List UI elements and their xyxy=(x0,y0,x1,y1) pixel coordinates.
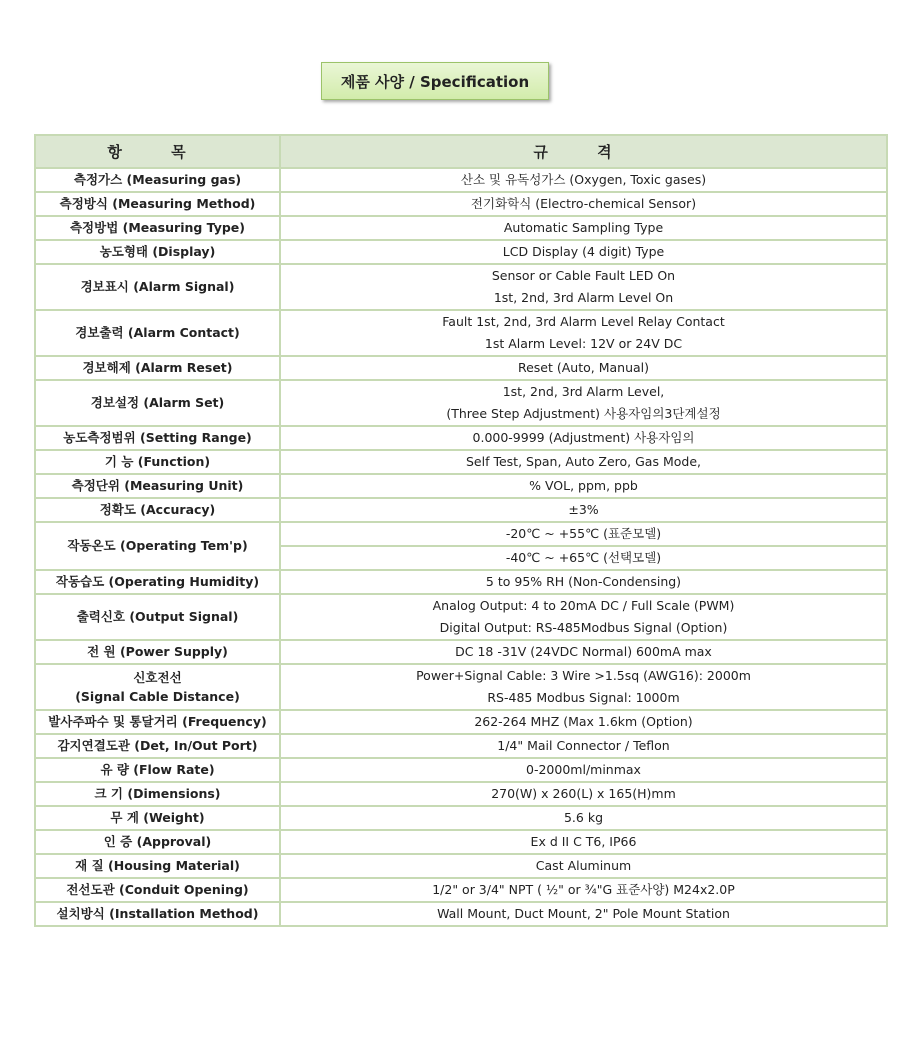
spec-value xyxy=(280,664,887,710)
page-title: 제품 사양 / Specification xyxy=(321,62,549,100)
spec-item-label-line: (Signal Cable Distance) xyxy=(75,689,240,704)
spec-value-line: 5.6 kg xyxy=(563,810,604,825)
spec-item-label-line: 신호전선 xyxy=(133,670,182,685)
spec-value-line: 1/4" Mail Connector / Teflon xyxy=(497,738,670,753)
table-row xyxy=(35,758,887,782)
spec-item-label: 작동습도 (Operating Humidity) xyxy=(35,570,280,594)
table-row xyxy=(35,878,887,902)
column-header-item: 항 목 xyxy=(35,135,280,168)
spec-value xyxy=(280,830,887,854)
spec-value xyxy=(280,878,887,902)
spec-value-line: 5 to 95% RH (Non-Condensing) xyxy=(485,574,682,589)
spec-item-label: 측정가스 (Measuring gas) xyxy=(35,168,280,192)
spec-item-label: 경보표시 (Alarm Signal) xyxy=(35,264,280,310)
spec-value xyxy=(280,192,887,216)
spec-value xyxy=(280,264,887,310)
table-row xyxy=(35,664,887,710)
spec-value xyxy=(280,570,887,594)
spec-item-label: 크 기 (Dimensions) xyxy=(35,782,280,806)
table-row xyxy=(35,594,887,640)
spec-item-label: 작동온도 (Operating Tem'p) xyxy=(35,522,280,570)
spec-value-line: Cast Aluminum xyxy=(535,858,632,873)
spec-item-label: 전선도관 (Conduit Opening) xyxy=(35,878,280,902)
spec-value: -40℃ ~ +65℃ (선택모델) xyxy=(280,546,887,570)
table-row xyxy=(35,450,887,474)
table-row xyxy=(35,902,887,926)
spec-value-line: % VOL, ppm, ppb xyxy=(529,478,638,493)
spec-item-label xyxy=(35,664,280,710)
table-row xyxy=(35,570,887,594)
spec-value xyxy=(280,854,887,878)
table-row xyxy=(35,310,887,356)
spec-item-label: 농도형태 (Display) xyxy=(35,240,280,264)
spec-value xyxy=(280,594,887,640)
spec-item-label: 측정방법 (Measuring Type) xyxy=(35,216,280,240)
spec-value-line: 262-264 MHZ (Max 1.6km (Option) xyxy=(474,714,693,729)
spec-item-label: 측정단위 (Measuring Unit) xyxy=(35,474,280,498)
table-row xyxy=(35,240,887,264)
spec-value-line: RS-485 Modbus Signal: 1000m xyxy=(487,690,680,705)
table-row xyxy=(35,522,887,546)
table-row xyxy=(35,474,887,498)
spec-value xyxy=(280,782,887,806)
spec-value-line: LCD Display (4 digit) Type xyxy=(502,244,665,259)
spec-item-label: 발사주파수 및 통달거리 (Frequency) xyxy=(35,710,280,734)
spec-value xyxy=(280,758,887,782)
spec-value-line: Wall Mount, Duct Mount, 2" Pole Mount Station xyxy=(437,906,730,921)
table-body xyxy=(35,168,887,926)
spec-value-line: Fault 1st, 2nd, 3rd Alarm Level Relay Contact xyxy=(442,314,725,329)
table-row xyxy=(35,710,887,734)
spec-value-line: 1st Alarm Level: 12V or 24V DC xyxy=(484,336,683,351)
spec-value-line: 1st, 2nd, 3rd Alarm Level, xyxy=(502,384,665,399)
column-header-spec: 규 격 xyxy=(280,135,887,168)
table-header-row xyxy=(35,135,887,168)
spec-value-line: Ex d II C T6, IP66 xyxy=(530,834,637,849)
table-row xyxy=(35,168,887,192)
table-row xyxy=(35,264,887,310)
spec-item-label: 감지연결도관 (Det, In/Out Port) xyxy=(35,734,280,758)
spec-value-line: 전기화학식 (Electro-chemical Sensor) xyxy=(470,196,697,211)
spec-item-label: 유 량 (Flow Rate) xyxy=(35,758,280,782)
spec-value: -20℃ ~ +55℃ (표준모델) xyxy=(280,522,887,546)
spec-item-label: 전 원 (Power Supply) xyxy=(35,640,280,664)
spec-value-line: Digital Output: RS-485Modbus Signal (Option) xyxy=(439,620,728,635)
spec-value xyxy=(280,734,887,758)
spec-value-line: 0-2000ml/minmax xyxy=(526,762,641,777)
spec-value-line: Power+Signal Cable: 3 Wire >1.5sq (AWG16): 2000m xyxy=(416,668,751,683)
spec-value xyxy=(280,450,887,474)
table-row xyxy=(35,640,887,664)
table-row xyxy=(35,734,887,758)
spec-item-label: 기 능 (Function) xyxy=(35,450,280,474)
spec-value-line: ±3% xyxy=(568,502,599,517)
spec-item-label: 농도측정범위 (Setting Range) xyxy=(35,426,280,450)
spec-value-line: 1/2" or 3/4" NPT ( ½" or ¾"G 표준사양) M24x2.0P xyxy=(432,882,735,897)
table-row xyxy=(35,380,887,426)
spec-value xyxy=(280,710,887,734)
spec-item-label: 정확도 (Accuracy) xyxy=(35,498,280,522)
spec-value xyxy=(280,216,887,240)
table-row xyxy=(35,216,887,240)
spec-value xyxy=(280,902,887,926)
spec-item-label: 측정방식 (Measuring Method) xyxy=(35,192,280,216)
spec-value xyxy=(280,640,887,664)
table-row xyxy=(35,498,887,522)
spec-value-line: 0.000-9999 (Adjustment) 사용자임의 xyxy=(472,430,695,445)
table-row xyxy=(35,356,887,380)
spec-value xyxy=(280,356,887,380)
spec-value-line: Analog Output: 4 to 20mA DC / Full Scale (PWM) xyxy=(432,598,735,613)
spec-item-label: 설치방식 (Installation Method) xyxy=(35,902,280,926)
spec-value xyxy=(280,498,887,522)
table-row xyxy=(35,426,887,450)
spec-item-label: 재 질 (Housing Material) xyxy=(35,854,280,878)
specification-table xyxy=(34,134,888,927)
spec-item-label: 인 증 (Approval) xyxy=(35,830,280,854)
spec-value-line: 270(W) x 260(L) x 165(H)mm xyxy=(491,786,676,801)
spec-value-line: DC 18 -31V (24VDC Normal) 600mA max xyxy=(455,644,712,659)
spec-value-line: Automatic Sampling Type xyxy=(503,220,664,235)
spec-item-label: 출력신호 (Output Signal) xyxy=(35,594,280,640)
spec-value-line: Self Test, Span, Auto Zero, Gas Mode, xyxy=(465,454,701,469)
spec-item-label: 경보설정 (Alarm Set) xyxy=(35,380,280,426)
spec-value-line: Reset (Auto, Manual) xyxy=(517,360,650,375)
spec-value-line: Sensor or Cable Fault LED On xyxy=(491,268,676,283)
spec-item-label: 무 게 (Weight) xyxy=(35,806,280,830)
spec-value xyxy=(280,806,887,830)
table-row xyxy=(35,830,887,854)
spec-item-label: 경보해제 (Alarm Reset) xyxy=(35,356,280,380)
table-row xyxy=(35,854,887,878)
table-row xyxy=(35,782,887,806)
spec-value xyxy=(280,474,887,498)
spec-value xyxy=(280,310,887,356)
table-row xyxy=(35,806,887,830)
spec-value-line: 1st, 2nd, 3rd Alarm Level On xyxy=(493,290,674,305)
spec-value xyxy=(280,168,887,192)
spec-value xyxy=(280,240,887,264)
spec-value xyxy=(280,426,887,450)
spec-value xyxy=(280,380,887,426)
table-row xyxy=(35,192,887,216)
spec-item-label: 경보출력 (Alarm Contact) xyxy=(35,310,280,356)
spec-value-line: 산소 및 유독성가스 (Oxygen, Toxic gases) xyxy=(460,172,707,187)
spec-value-line: (Three Step Adjustment) 사용자임의3단계설정 xyxy=(446,406,721,421)
